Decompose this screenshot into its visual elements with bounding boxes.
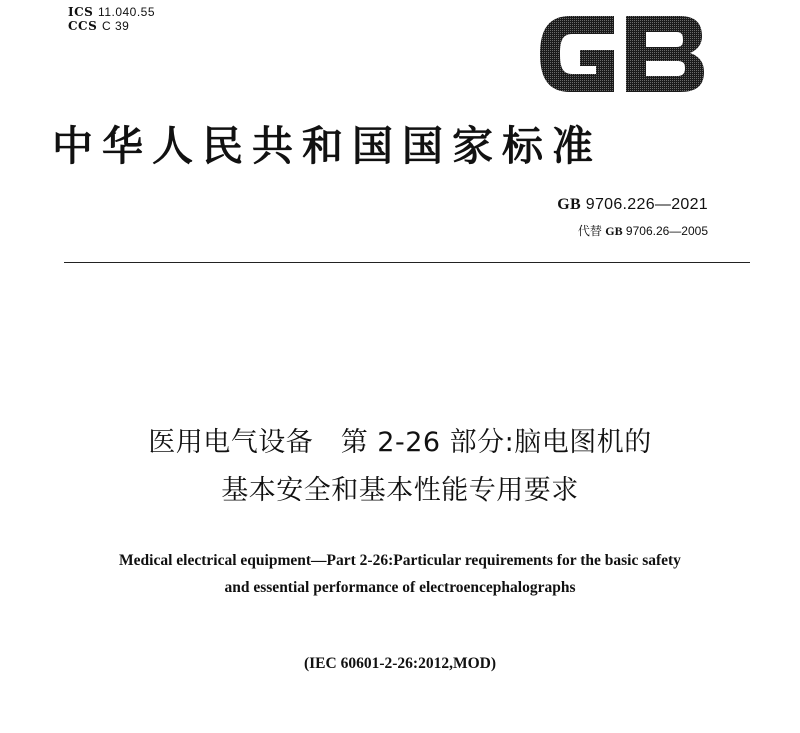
- replaces-label: 代替: [577, 224, 602, 238]
- english-title-line-1: Medical electrical equipment—Part 2-26:Particular requirements for the basic safety: [119, 552, 681, 569]
- ccs-label: CCS: [68, 19, 98, 33]
- english-title-line-2: and essential performance of electroencephalographs: [224, 579, 576, 596]
- ics-code: [68, 5, 155, 19]
- replaces-standard: [578, 222, 708, 239]
- ccs-value: C 39: [101, 19, 130, 33]
- replaces-prefix: GB: [605, 224, 623, 238]
- chinese-title-line-2: 基本安全和基本性能专用要求: [221, 475, 579, 506]
- standard-number-prefix: GB: [557, 196, 582, 213]
- ics-value: 11.040.55: [98, 5, 156, 19]
- chinese-title-line-1: 医用电气设备 第 2-26 部分:脑电图机的: [148, 427, 652, 458]
- ccs-code: [68, 19, 129, 33]
- standard-number-value: 9706.226—2021: [585, 196, 708, 213]
- standard-number: [557, 196, 708, 214]
- iec-equivalence: (IEC 60601-2-26:2012,MOD): [303, 655, 496, 672]
- standard-title: 中华人民共和国国家标准: [52, 122, 602, 170]
- gb-logo: [536, 10, 708, 98]
- ics-label: ICS: [68, 5, 94, 19]
- header-divider: [64, 262, 750, 263]
- replaces-value: 9706.26—2005: [625, 224, 708, 238]
